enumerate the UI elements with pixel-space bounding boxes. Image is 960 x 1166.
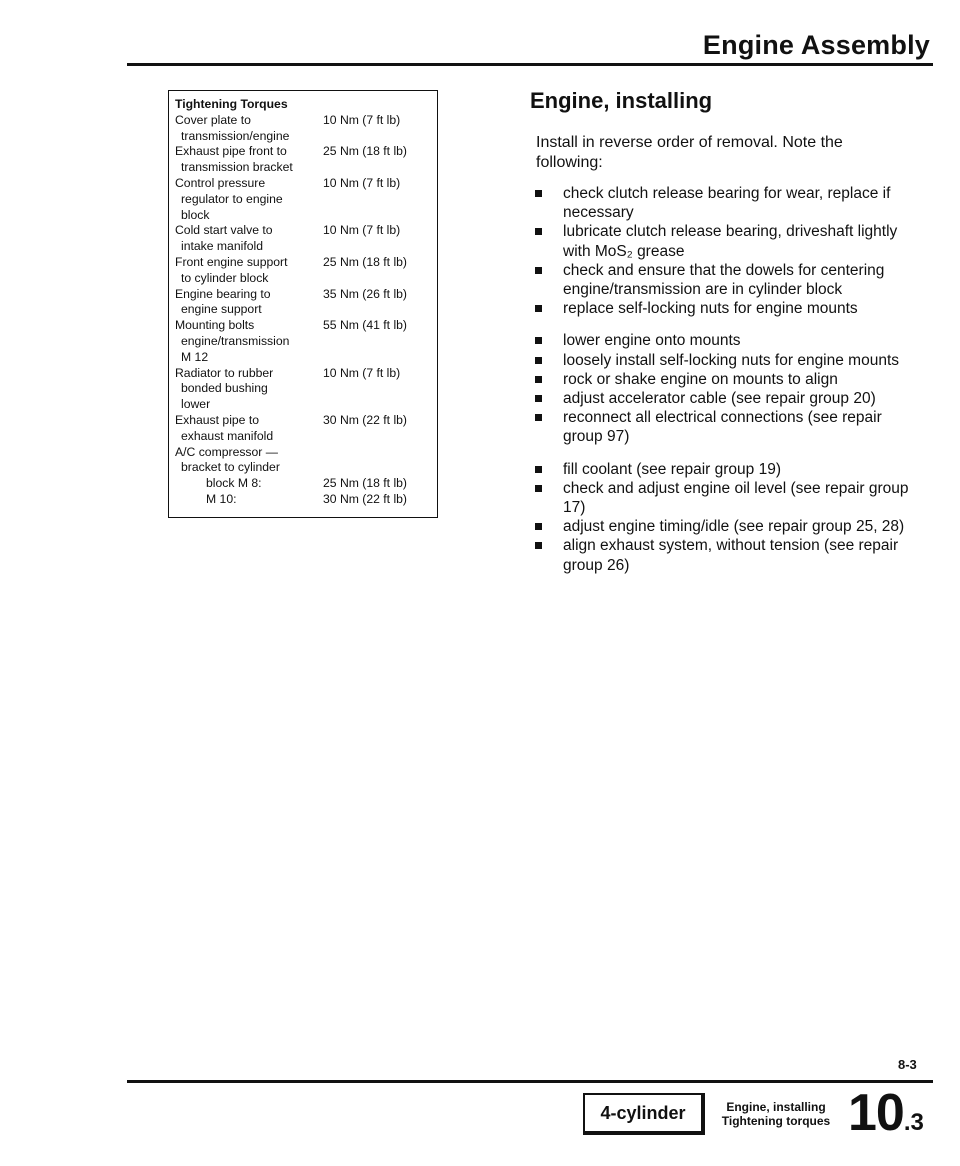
footer-topic: Engine, installing (726, 1100, 826, 1114)
chapter-number (848, 1083, 924, 1143)
torque-item (175, 144, 323, 176)
torque-item-line: Engine bearing to (175, 286, 271, 301)
section-title: Engine, installing (530, 88, 713, 113)
torque-value: 30 Nm (22 ft lb) (323, 491, 407, 506)
torque-item-line: bonded bushing (181, 381, 268, 396)
instruction-item: rock or shake engine on mounts to align (533, 370, 913, 389)
instruction-item: adjust accelerator cable (see repair group 20) (533, 389, 913, 408)
torque-item-line: engine support (181, 302, 262, 317)
torque-item (175, 413, 323, 445)
instruction-item: reconnect all electrical connections (see repair group 97) (533, 408, 913, 446)
torque-value: 10 Nm (7 ft lb) (323, 365, 401, 380)
torque-item (175, 318, 323, 365)
torque-table (168, 90, 438, 518)
torque-row (175, 113, 431, 145)
torque-item-line: bracket to cylinder (181, 460, 280, 475)
header-rule (127, 63, 933, 66)
torque-item-line: Front engine support (175, 254, 288, 269)
torque-value (323, 445, 431, 477)
torque-item (175, 445, 323, 477)
torque-table-heading: Tightening Torques (175, 97, 288, 111)
chapter-suffix: .3 (903, 1109, 924, 1136)
instruction-item: lubricate clutch release bearing, driveshaft lightly with MoS₂ grease (533, 222, 913, 260)
torque-row (175, 176, 431, 223)
torque-row (175, 413, 431, 445)
torque-row (175, 476, 431, 492)
instruction-item: check and ensure that the dowels for centering engine/transmission are in cylinder block (533, 261, 913, 299)
torque-item-line: M 12 (181, 349, 209, 364)
instruction-group (533, 331, 913, 446)
instruction-group (533, 184, 913, 318)
torque-item (175, 476, 323, 492)
torque-item-line: regulator to engine (181, 191, 283, 206)
torque-item-line: transmission/engine (181, 128, 290, 143)
torque-item (175, 176, 323, 223)
torque-value: 35 Nm (26 ft lb) (323, 286, 407, 301)
torque-item-line: Cover plate to (175, 112, 251, 127)
torque-item-line: exhaust manifold (181, 428, 274, 443)
torque-item (175, 223, 323, 255)
instruction-item: lower engine onto mounts (533, 331, 913, 350)
torque-value: 25 Nm (18 ft lb) (323, 254, 407, 269)
torque-item-line: transmission bracket (181, 160, 293, 175)
footer-rule (127, 1080, 933, 1083)
instruction-item: fill coolant (see repair group 19) (533, 460, 913, 479)
torque-value: 10 Nm (7 ft lb) (323, 112, 401, 127)
page-reference: 8-3 (898, 1057, 917, 1072)
instruction-item: adjust engine timing/idle (see repair group 25, 28) (533, 517, 913, 536)
torque-item-line: Control pressure (175, 175, 266, 190)
torque-item-line: to cylinder block (181, 270, 269, 285)
torque-table-rows (175, 113, 431, 508)
chapter-main: 10 (848, 1084, 904, 1142)
torque-item (175, 366, 323, 413)
torque-row (175, 445, 431, 477)
instruction-list (533, 184, 913, 575)
torque-value: 10 Nm (7 ft lb) (323, 175, 401, 190)
instruction-item: check and adjust engine oil level (see repair group 17) (533, 479, 913, 517)
torque-item-line: Radiator to rubber (175, 365, 274, 380)
torque-row (175, 255, 431, 287)
engine-variant-badge: 4-cylinder (583, 1093, 705, 1135)
torque-value: 25 Nm (18 ft lb) (323, 476, 407, 491)
torque-value: 25 Nm (18 ft lb) (323, 144, 407, 159)
torque-row (175, 492, 431, 508)
torque-item-line: Cold start valve to (175, 223, 273, 238)
torque-row (175, 144, 431, 176)
torque-item-line: engine/transmission (181, 333, 290, 348)
torque-item-line: lower (181, 397, 211, 412)
torque-item (175, 287, 323, 319)
torque-item-line: A/C compressor — (175, 444, 278, 459)
torque-item-line: M 10: (206, 491, 237, 506)
torque-item-line: block M 8: (206, 476, 262, 491)
torque-row (175, 223, 431, 255)
section-intro: Install in reverse order of removal. Note the following: (536, 134, 843, 171)
instruction-item: align exhaust system, without tension (see repair group 26) (533, 536, 913, 574)
torque-item (175, 492, 323, 508)
instruction-item: replace self-locking nuts for engine mounts (533, 299, 913, 318)
instruction-item: loosely install self-locking nuts for engine mounts (533, 351, 913, 370)
torque-item-line: Exhaust pipe to (175, 412, 260, 427)
footer-topic: Tightening torques (721, 1114, 831, 1128)
instruction-group (533, 460, 913, 575)
torque-value: 10 Nm (7 ft lb) (323, 223, 401, 238)
page-header-title: Engine Assembly (702, 30, 930, 60)
torque-item-line: Mounting bolts (175, 318, 255, 333)
torque-item-line: intake manifold (181, 239, 263, 254)
torque-value: 55 Nm (41 ft lb) (323, 318, 407, 333)
instruction-item: check clutch release bearing for wear, replace if necessary (533, 184, 913, 222)
footer-topics (716, 1100, 836, 1128)
torque-item-line: block (181, 207, 210, 222)
torque-row (175, 366, 431, 413)
torque-item (175, 255, 323, 287)
torque-item (175, 113, 323, 145)
torque-row (175, 287, 431, 319)
torque-value: 30 Nm (22 ft lb) (323, 412, 407, 427)
torque-row (175, 318, 431, 365)
torque-item-line: Exhaust pipe front to (175, 144, 287, 159)
